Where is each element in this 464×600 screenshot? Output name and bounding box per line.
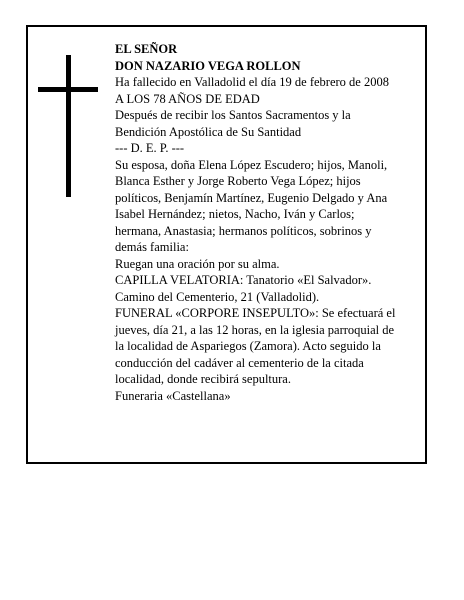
chapel-line-2: Camino del Cementerio, 21 (Valladolid).: [115, 289, 320, 304]
obituary-frame: [26, 25, 427, 464]
cross-vertical-bar: [66, 55, 71, 197]
funeral-line: jueves, día 21, a las 12 horas, en la iglesia parroquial de: [115, 322, 395, 337]
obituary-text: [115, 41, 425, 404]
family-line: Blanca Esther y Jorge Roberto Vega López; hijos: [115, 174, 361, 188]
cross-icon: [38, 55, 98, 197]
death-statement: Ha fallecido en Valladolid el día 19 de febrero de 2008: [115, 75, 389, 89]
chapel-line-1: CAPILLA VELATORIA: Tanatorio «El Salvador».: [115, 273, 372, 287]
family-paragraph: [115, 157, 425, 256]
family-line: Isabel Hernández; nietos, Nacho, Iván y Carlos;: [115, 207, 355, 221]
funeral-line: la localidad de Aspariegos (Zamora). Acto seguido la: [115, 339, 381, 353]
funeral-home: Funeraria «Castellana»: [115, 388, 231, 403]
sacraments-line-1: Después de recibir los Santos Sacramentos y la: [115, 108, 351, 122]
family-line: Su esposa, doña Elena López Escudero; hijos, Manoli,: [115, 157, 388, 172]
rip-line: --- D. E. P. ---: [115, 141, 185, 155]
funeral-paragraph: [115, 305, 425, 388]
sacraments-line-2: Bendición Apostólica de Su Santidad: [115, 124, 302, 139]
family-line: hermana, Anastasia; hermanos políticos, sobrinos y: [115, 223, 372, 238]
funeral-line: FUNERAL «CORPORE INSEPULTO»: Se efectuará el: [115, 306, 396, 320]
cross-horizontal-bar: [38, 87, 98, 92]
funeral-line: localidad, donde recibirá sepultura.: [115, 372, 291, 386]
family-line: demás familia:: [115, 240, 189, 254]
family-line: políticos, Benjamín Martínez, Eugenio Delgado y Ana: [115, 190, 388, 205]
age-statement: A LOS 78 AÑOS DE EDAD: [115, 91, 260, 106]
deceased-name: DON NAZARIO VEGA ROLLON: [115, 58, 301, 73]
heading-title: EL SEÑOR: [115, 42, 178, 56]
funeral-line: conducción del cadáver al cementerio de la citada: [115, 355, 364, 370]
prayer-request: Ruegan una oración por su alma.: [115, 256, 280, 271]
